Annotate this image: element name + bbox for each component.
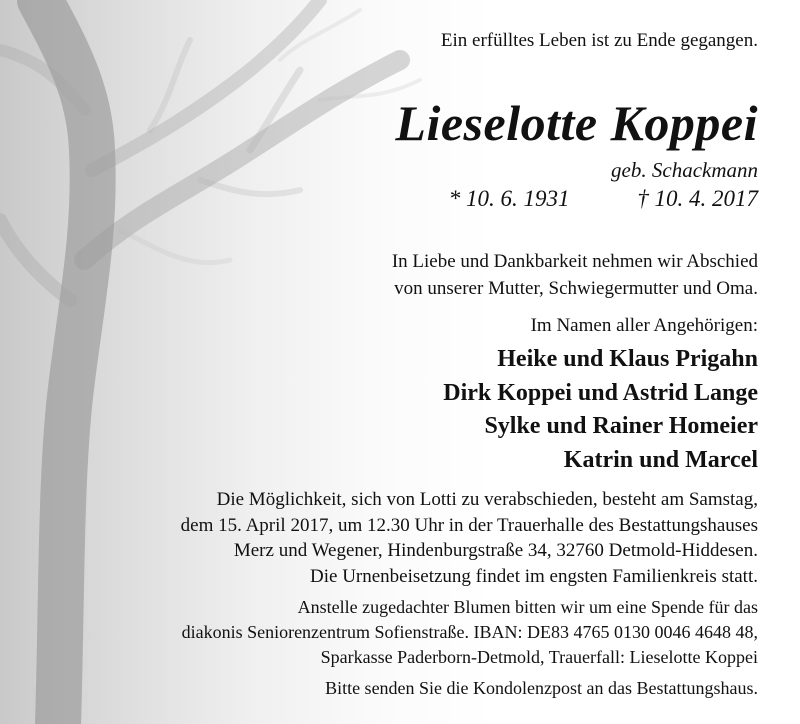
- family-member: Dirk Koppei und Astrid Lange: [443, 379, 758, 406]
- maiden-name: geb. Schackmann: [611, 158, 758, 182]
- donation-info: [182, 595, 758, 670]
- life-dates: [449, 186, 758, 212]
- deceased-name: Lieselotte Koppei: [395, 95, 758, 151]
- info-line: Merz und Wegener, Hindenburgstraße 34, 32760 Detmold-Hiddesen.: [233, 540, 758, 561]
- donation-line: Sparkasse Paderborn-Detmold, Trauerfall: Lieselotte Koppei: [320, 647, 758, 667]
- donation-line: Anstelle zugedachter Blumen bitten wir um eine Spende für das: [297, 597, 758, 617]
- info-line: Die Möglichkeit, sich von Lotti zu verabschieden, besteht am Samstag,: [216, 489, 758, 510]
- family-member: Katrin und Marcel: [563, 446, 758, 473]
- farewell-info: [181, 487, 758, 589]
- info-line: Die Urnenbeisetzung findet im engsten Familienkreis statt.: [310, 565, 758, 587]
- farewell-text: [392, 248, 758, 302]
- info-line: dem 15. April 2017, um 12.30 Uhr in der Trauerhalle des Bestattungshauses: [180, 514, 758, 536]
- family-members: [443, 343, 758, 477]
- notice-motto: Ein erfülltes Leben ist zu Ende gegangen.: [440, 30, 758, 51]
- family-member: Heike und Klaus Prigahn: [497, 346, 758, 372]
- farewell-line: von unserer Mutter, Schwiegermutter und Oma.: [394, 278, 758, 299]
- donation-line: diakonis Seniorenzentrum Sofienstraße. IBAN: DE83 4765 0130 0046 4648 48,: [181, 622, 758, 642]
- family-member: Sylke und Rainer Homeier: [484, 413, 758, 439]
- farewell-line: In Liebe und Dankbarkeit nehmen wir Abschied: [391, 251, 758, 272]
- death-date: † 10. 4. 2017: [637, 186, 758, 211]
- birth-date: * 10. 6. 1931: [448, 186, 570, 211]
- on-behalf-label: Im Namen aller Angehörigen:: [530, 315, 758, 336]
- closing-note: Bitte senden Sie die Kondolenzpost an das Bestattungshaus.: [325, 678, 758, 698]
